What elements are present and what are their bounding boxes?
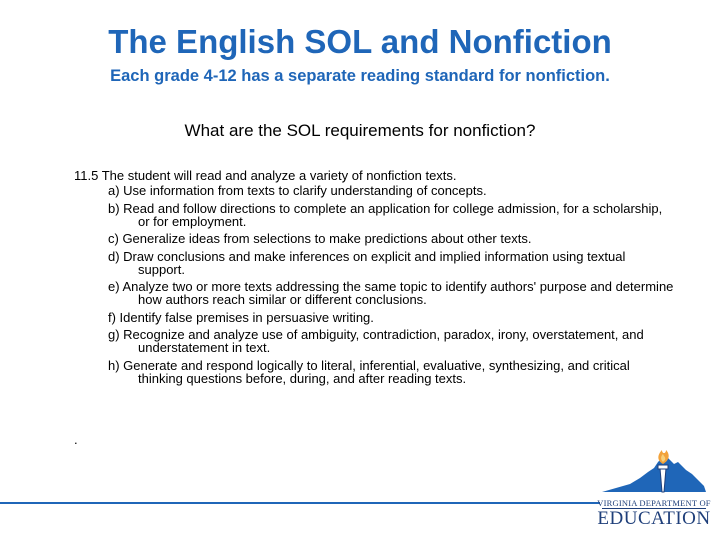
standard-items-list — [74, 184, 674, 385]
standard-block — [74, 168, 674, 389]
virginia-state-torch-icon — [596, 448, 712, 498]
list-item: b) Read and follow directions to complete an application for college admission, for a scholarship, or for employment. — [108, 200, 663, 229]
list-item: g) Recognize and analyze use of ambiguity, contradiction, paradox, irony, overstatement, and understatement in text. — [108, 327, 644, 355]
logo-bottom-text: EDUCATION — [597, 508, 711, 529]
slide-title: The English SOL and Nonfiction — [108, 23, 612, 60]
slide-subtitle: Each grade 4-12 has a separate reading standard for nonfiction. — [110, 67, 610, 85]
vdoe-logo — [596, 448, 712, 534]
list-item: d) Draw conclusions and make inferences on explicit and implied information using textual support. — [108, 248, 626, 277]
list-item: c) Generalize ideas from selections to make predictions about other texts. — [108, 231, 532, 246]
trailing-mark: . — [74, 432, 78, 447]
list-item: a) Use information from texts to clarify understanding of concepts. — [108, 183, 487, 198]
standard-heading: 11.5 The student will read and analyze a variety of nonfiction texts. — [74, 168, 457, 183]
logo-top-text: VIRGINIA DEPARTMENT OF — [597, 498, 711, 508]
question-heading: What are the SOL requirements for nonfiction? — [184, 121, 536, 140]
footer-rule — [0, 502, 600, 504]
list-item: f) Identify false premises in persuasive writing. — [108, 309, 374, 325]
list-item: h) Generate and respond logically to literal, inferential, evaluative, synthesizing, and critical thinking questions before, during, and after reading texts. — [108, 357, 630, 386]
list-item: e) Analyze two or more texts addressing the same topic to identify authors' purpose and determine how authors reach similar or different conclusions. — [108, 279, 674, 307]
